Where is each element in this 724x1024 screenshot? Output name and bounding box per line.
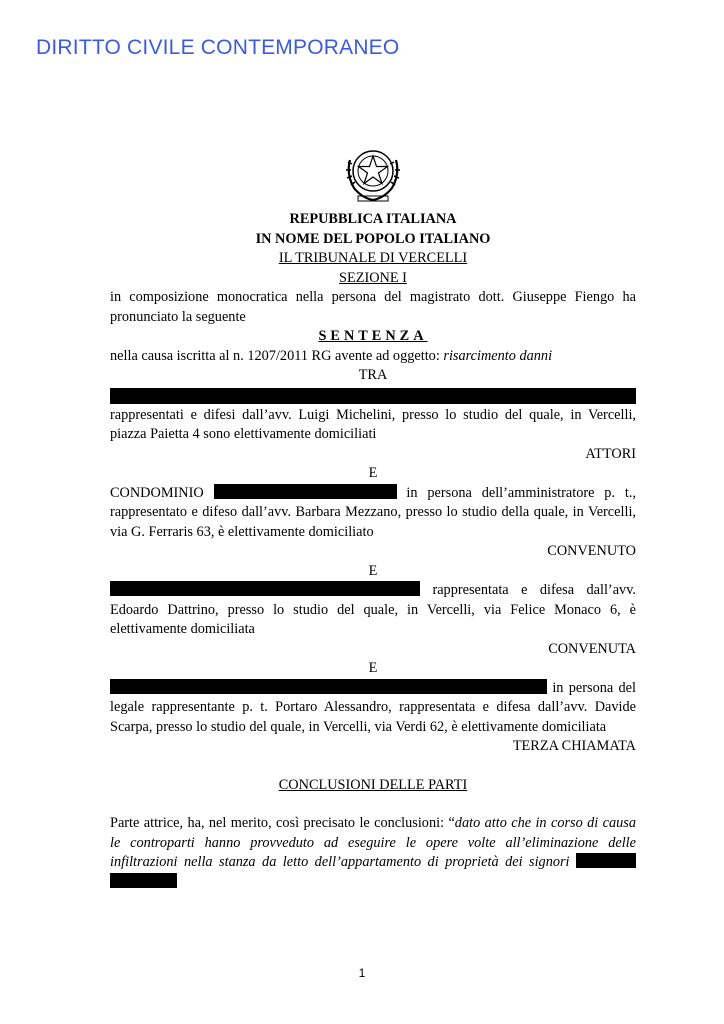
convenuto-text: in persona dell’amministratore p. t., rappresentato e difeso dall’avv. Barbara Mezzano, presso lo studio della quale, in Vercelli, via G. Ferraris 63, è elettivamente domiciliato [110,484,637,540]
causa-text: nella causa iscritta al n. 1207/2011 RG avente ad oggetto: [110,347,444,364]
heading-section: SEZIONE I [339,269,407,286]
redaction-bar [110,679,547,694]
redaction-bar [110,873,177,888]
causa-oggetto: risarcimento danni [443,347,553,364]
role-terza-chiamata: TERZA CHIAMATA [512,738,636,754]
redaction-bar [214,484,397,499]
redaction-bar [110,581,420,596]
document-header-title: DIRITTO CIVILE CONTEMPORANEO [36,36,400,59]
separator-e: E [368,660,378,676]
intro-paragraph: in composizione monocratica nella persona del magistrato dott. Giuseppe Fiengo ha pronunciato la seguente [110,289,636,325]
italian-republic-emblem-icon [340,140,406,206]
terza-text: in persona del legale rappresentante p. t. Portaro Alessandro, rappresentata e difesa dall’avv. Davide Scarpa, presso lo studio del quale, in Vercelli, via Verdi 62, è elettivamente domiciliata [110,679,636,735]
role-convenuto: CONVENUTO [547,543,636,559]
conclusioni-paragraph [110,814,636,892]
heading-tribunal: IL TRIBUNALE DI VERCELLI [278,250,468,266]
page-number: 1 [358,966,366,980]
document-body [110,210,636,892]
causa-paragraph [110,347,636,367]
attori-paragraph: rappresentati e difesi dall’avv. Luigi Michelini, presso lo studio del quale, in Vercelli, piazza Paietta 4 sono elettivamente domiciliati [110,406,636,442]
conclusioni-text: Parte attrice, ha, nel merito, così precisato le conclusioni: “ [110,815,455,831]
convenuto-paragraph [110,484,636,543]
heading-republic: REPUBBLICA ITALIANA [289,211,457,227]
role-convenuta: CONVENUTA [548,640,636,657]
conclusioni-quote: dato atto che in corso di causa le controparti hanno provveduto ad eseguire le opere volte all’eliminazione delle infiltrazioni nella stanza da letto dell’appartamento di proprietà dei signori [110,815,637,870]
sentenza-title [110,327,636,347]
sentenza-label: SENTENZA [318,328,428,344]
convenuto-prefix: CONDOMINIO [110,484,204,501]
terza-paragraph [110,679,636,738]
separator-e: E [368,562,378,579]
heading-people: IN NOME DEL POPOLO ITALIANO [255,230,491,247]
separator-e: E [368,465,378,481]
role-attori: ATTORI [585,445,636,462]
tra-label: TRA [358,367,388,383]
redaction-bar [110,388,636,404]
convenuta-text: rappresentata e difesa dall’avv. Edoardo Dattrino, presso lo studio del quale, in Vercelli, via Felice Monaco 6, è elettivamente domiciliata [110,582,636,637]
redaction-bar [576,853,636,868]
conclusioni-title: CONCLUSIONI DELLE PARTI [278,776,468,793]
convenuta-paragraph [110,581,636,640]
